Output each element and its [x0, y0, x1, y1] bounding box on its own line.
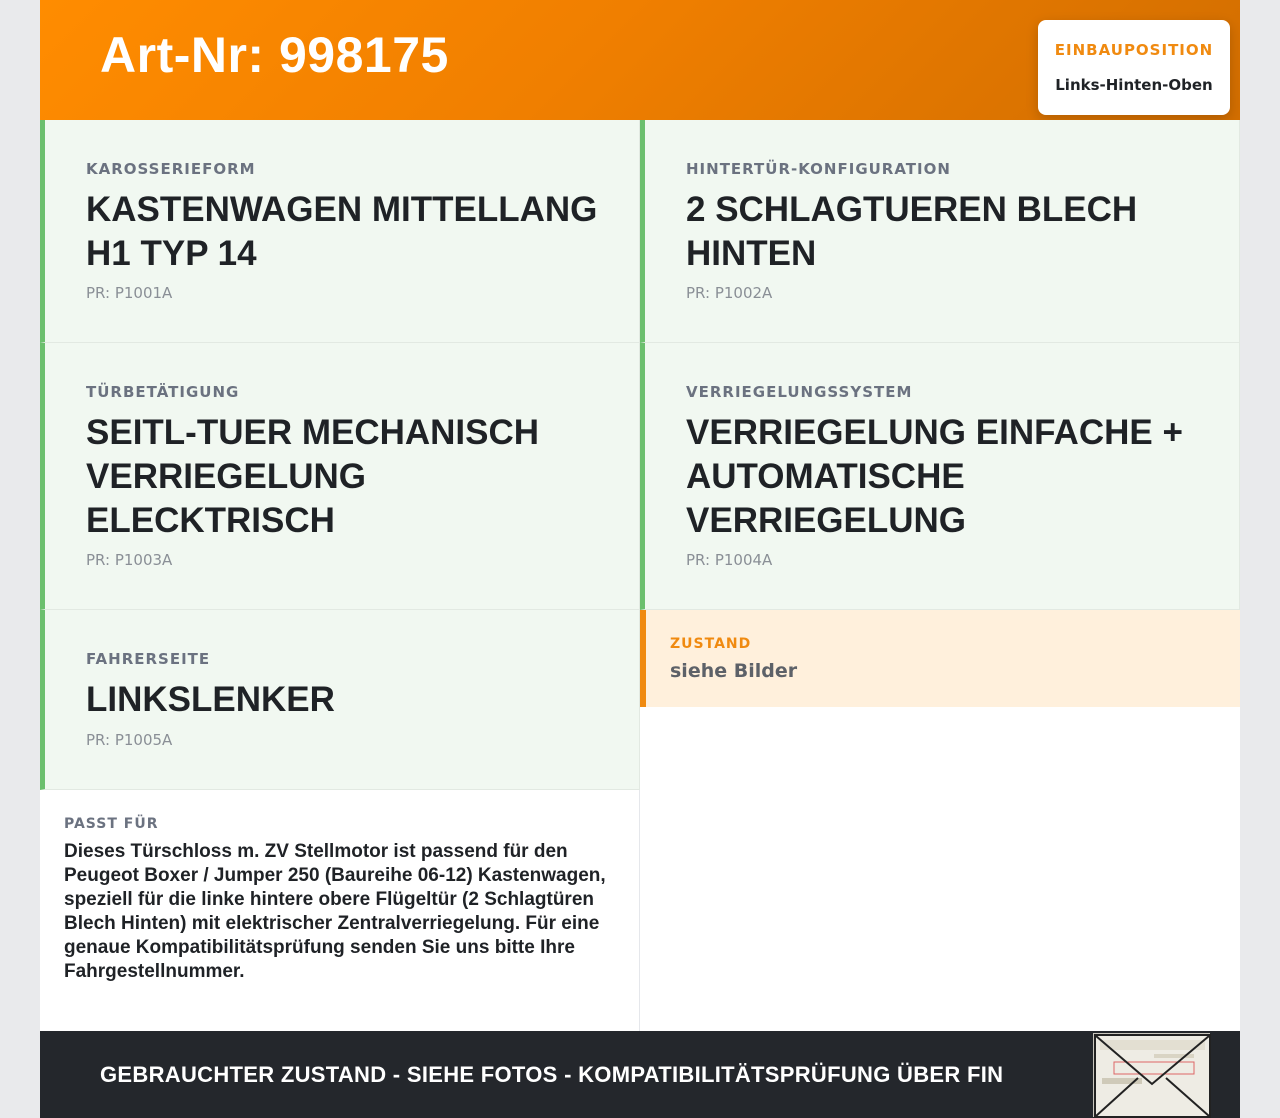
condition-card — [640, 610, 1240, 707]
envelope-icon — [1094, 1034, 1211, 1118]
footer-text: GEBRAUCHTER ZUSTAND - SIEHE FOTOS - KOMPATIBILITÄTSPRÜFUNG ÜBER FIN — [100, 1062, 1004, 1087]
compatibility-text: Dieses Türschloss m. ZV Stellmotor ist passend für den Peugeot Boxer / Jumper 250 (Baureihe 06-12) Kastenwagen, speziell für die linke hintere obere Flügeltür (2 Schlagtüren Blech Hinten) mit elektrischer Zentralverriegelung. Für eine genaue Kompatibilitätsprüfung senden Sie uns bitte Ihre Fahrgestellnummer. — [64, 841, 606, 982]
spec-pr-code: PR: P1001A — [86, 284, 173, 302]
spec-label: HINTERTÜR-KONFIGURATION — [686, 160, 951, 178]
spec-pr-code: PR: P1005A — [86, 731, 173, 749]
spec-card-driver-side — [40, 610, 640, 790]
spec-card-door-operation — [40, 343, 640, 610]
mounting-position-label: EINBAUPOSITION — [1054, 41, 1214, 59]
spec-value: KASTENWAGEN MITTELLANG H1 TYP 14 — [86, 190, 598, 273]
product-sheet — [40, 0, 1240, 1118]
spec-value: 2 SCHLAGTUEREN BLECH HINTEN — [686, 190, 1138, 273]
footer-bar — [40, 1031, 1240, 1118]
spec-label: KAROSSERIEFORM — [86, 160, 256, 178]
condition-label: ZUSTAND — [670, 636, 752, 652]
compatibility-section — [40, 790, 640, 1031]
spec-pr-code: PR: P1002A — [686, 284, 773, 302]
spec-label: FAHRERSEITE — [86, 650, 211, 668]
mounting-position-value: Links-Hinten-Oben — [1055, 76, 1213, 94]
spec-pr-code: PR: P1004A — [686, 551, 773, 569]
vin-plate-thumbnail — [1093, 1033, 1210, 1117]
spec-pr-code: PR: P1003A — [86, 551, 173, 569]
spec-card-body-type — [40, 120, 640, 343]
spec-value: SEITL-TUER MECHANISCH VERRIEGELUNG ELECKTRISCH — [86, 413, 540, 540]
spec-label: VERRIEGELUNGSSYSTEM — [686, 383, 913, 401]
condition-value: siehe Bilder — [670, 660, 798, 682]
mounting-position-card — [1038, 20, 1230, 115]
spec-card-locking-system — [640, 343, 1240, 610]
spec-value: VERRIEGELUNG EINFACHE + AUTOMATISCHE VERRIEGELUNG — [686, 413, 1183, 540]
article-number-title: Art-Nr: 998175 — [100, 27, 449, 83]
compatibility-label: PASST FÜR — [64, 816, 159, 832]
header-bar — [40, 0, 1240, 120]
spec-label: TÜRBETÄTIGUNG — [86, 383, 240, 401]
spec-value: LINKSLENKER — [86, 680, 335, 719]
spec-card-rear-door — [640, 120, 1240, 343]
